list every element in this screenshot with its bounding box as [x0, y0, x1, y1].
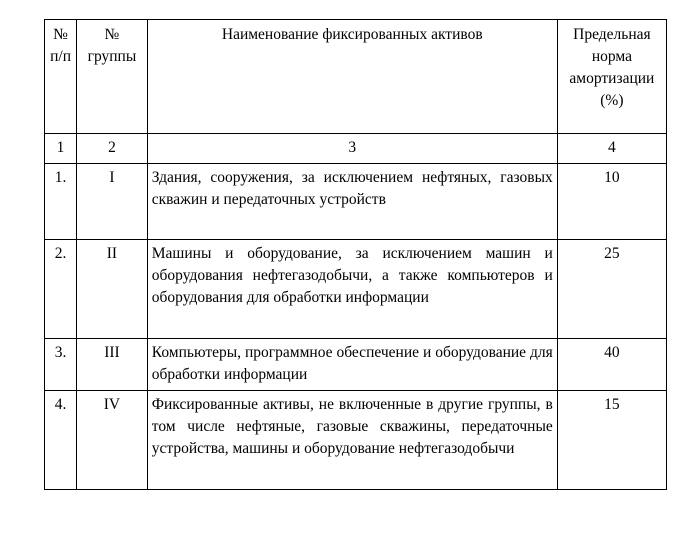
- column-number-4: 4: [557, 134, 666, 164]
- row-rate: 25: [557, 240, 666, 339]
- header-group-number: № группы: [77, 20, 148, 134]
- depreciation-table: [44, 19, 667, 490]
- column-number-3: 3: [147, 134, 557, 164]
- row-number: 1.: [45, 164, 77, 240]
- row-group: II: [77, 240, 148, 339]
- table-row: [45, 164, 667, 240]
- header-depreciation-rate: Предельная норма амортизации (%): [557, 20, 666, 134]
- table-row: [45, 339, 667, 391]
- table-row: [45, 391, 667, 490]
- row-asset-name: Фиксированные активы, не включенные в другие группы, в том числе нефтяные, газовые скважины, передаточные устройства, машины и оборудование нефтегазодобычи: [147, 391, 557, 490]
- row-asset-name: Компьютеры, программное обеспечение и оборудование для обработки информации: [147, 339, 557, 391]
- row-group: III: [77, 339, 148, 391]
- header-row-number: № п/п: [45, 20, 77, 134]
- row-asset-name: Машины и оборудование, за исключением машин и оборудования нефтегазодобычи, а также компьютеров и оборудования для обработки информации: [147, 240, 557, 339]
- row-asset-name: Здания, сооружения, за исключением нефтяных, газовых скважин и передаточных устройств: [147, 164, 557, 240]
- table-row: [45, 240, 667, 339]
- row-number: 2.: [45, 240, 77, 339]
- header-asset-name: Наименование фиксированных активов: [147, 20, 557, 134]
- row-number: 4.: [45, 391, 77, 490]
- row-group: IV: [77, 391, 148, 490]
- row-rate: 15: [557, 391, 666, 490]
- column-number-2: 2: [77, 134, 148, 164]
- row-group: I: [77, 164, 148, 240]
- row-rate: 40: [557, 339, 666, 391]
- table-header-row: [45, 20, 667, 134]
- column-number-row: [45, 134, 667, 164]
- row-number: 3.: [45, 339, 77, 391]
- column-number-1: 1: [45, 134, 77, 164]
- row-rate: 10: [557, 164, 666, 240]
